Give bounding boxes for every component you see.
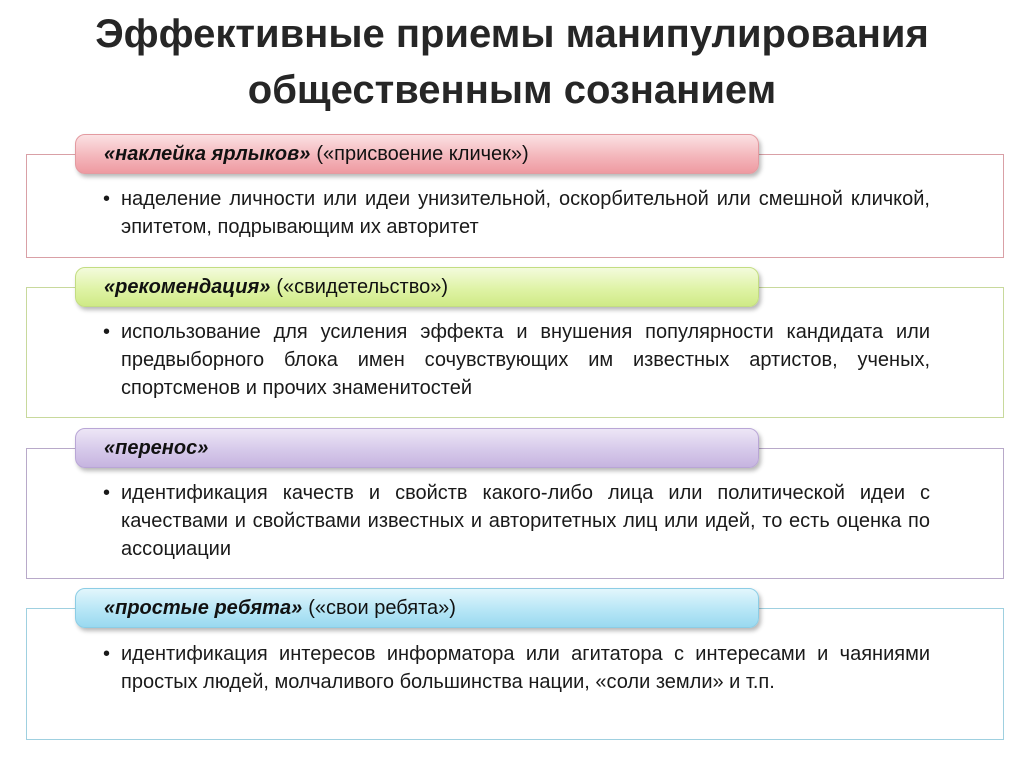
technique-alias: («присвоение кличек»)	[316, 142, 529, 165]
technique-header	[75, 428, 759, 468]
technique-name: «рекомендация»	[104, 275, 271, 298]
technique-header	[75, 588, 759, 628]
page-title	[0, 6, 1024, 118]
technique-alias: («свои ребята»)	[308, 596, 456, 619]
technique-description	[103, 185, 930, 241]
bullet: •	[103, 482, 111, 504]
technique-description	[103, 318, 930, 402]
page-title-line-1: Эффективные приемы манипулирования	[95, 12, 929, 56]
bullet: •	[103, 321, 111, 343]
technique-header	[75, 267, 759, 307]
technique-name: «перенос»	[104, 436, 209, 459]
technique-name: «наклейка ярлыков»	[104, 142, 311, 165]
technique-description-text: идентификация интересов информатора или агитатора с интересами и чаяниями простых людей, молчаливого большинства нации, «соли земли» и т.п.	[121, 643, 930, 693]
technique-header	[75, 134, 759, 174]
technique-description-text: идентификация качеств и свойств какого-либо лица или политической идеи с качествами и свойствами известных и авторитетных лиц или идей, то есть оценка по ассоциации	[121, 482, 930, 560]
technique-description	[103, 479, 930, 563]
technique-description	[103, 640, 930, 696]
technique-description-text: использование для усиления эффекта и внушения популярности кандидата или предвыборного блока имен сочувствующих им известных артистов, ученых, спортсменов и прочих знаменитостей	[121, 321, 930, 399]
technique-alias: («свидетельство»)	[276, 275, 449, 298]
technique-description-text: наделение личности или идеи унизительной, оскорбительной или смешной кличкой, эпитетом, подрывающим их авторитет	[121, 188, 930, 238]
technique-name: «простые ребята»	[104, 596, 303, 619]
page-title-line-2: общественным сознанием	[247, 68, 777, 112]
bullet: •	[103, 188, 111, 210]
bullet: •	[103, 643, 111, 665]
